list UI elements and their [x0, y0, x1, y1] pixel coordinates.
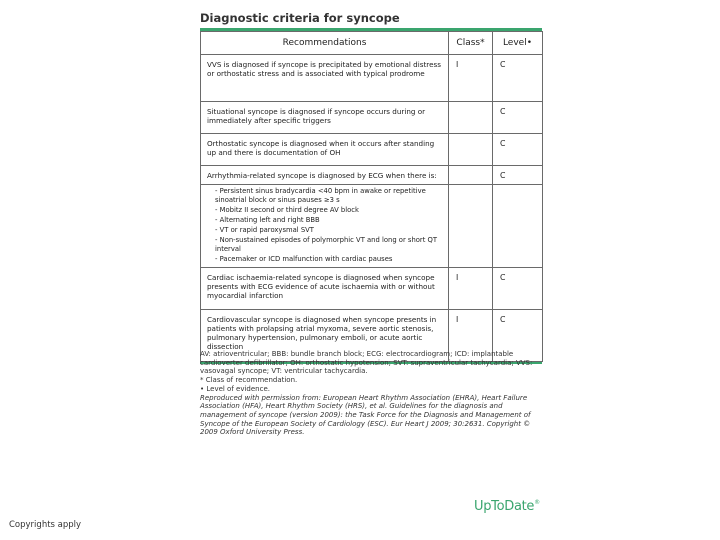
abbreviations-note: AV: atrioventricular; BBB: bundle branch block; ECG: electrocardiogram; ICD: implantable cardioverter defibrillator; OH: orthostatic hypotension; SVT: supraventricular tachycardia; VVS: vasovagal syncope; VT: ventricular tachycardia.: [200, 350, 533, 376]
brand-name: UpToDate: [474, 499, 535, 514]
recommendation-cell: Cardiac ischaemia-related syncope is diagnosed when syncope presents with ECG evidence of acute ischaemia with or without myocardial infarction: [201, 268, 449, 310]
sub-item: - Non-sustained episodes of polymorphic VT and long or short QT interval: [215, 236, 438, 253]
recommendation-cell: Cardiovascular syncope is diagnosed when syncope presents in patients with prolapsing atrial myxoma, severe aortic stenosis, pulmonary hypertension, pulmonary emboli, or acute aortic dissection: [201, 310, 449, 362]
sub-items-cell: [201, 185, 449, 268]
level-footnote: • Level of evidence.: [200, 384, 270, 393]
class-cell: I: [449, 55, 493, 102]
level-cell: C: [493, 268, 543, 310]
table-row: [201, 102, 543, 134]
sub-item: - Alternating left and right BBB: [215, 215, 320, 224]
class-cell: I: [449, 310, 493, 362]
table-row: [201, 166, 543, 185]
recommendation-cell: VVS is diagnosed if syncope is precipitated by emotional distress or orthostatic stress and is associated with typical prodrome: [201, 55, 449, 102]
level-cell: C: [493, 102, 543, 134]
footnotes: [200, 350, 545, 437]
recommendation-cell: Situational syncope is diagnosed if syncope occurs during or immediately after specific triggers: [201, 102, 449, 134]
level-cell: C: [493, 310, 543, 362]
class-cell: [449, 166, 493, 185]
sub-item: - Mobitz II second or third degree AV block: [215, 205, 359, 214]
level-cell: C: [493, 134, 543, 166]
header-class: Class*: [449, 32, 493, 55]
class-cell: I: [449, 268, 493, 310]
table-row: [201, 55, 543, 102]
sub-item: - Persistent sinus bradycardia <40 bpm in awake or repetitive sinoatrial block or sinus pauses ≥3 s: [215, 187, 426, 204]
header-level: Level•: [493, 32, 543, 55]
sub-item: - VT or rapid paroxysmal SVT: [215, 226, 314, 235]
header-recommendations: Recommendations: [201, 32, 449, 55]
recommendation-cell: Orthostatic syncope is diagnosed when it occurs after standing up and there is documentation of OH: [201, 134, 449, 166]
uptodate-logo: [474, 499, 540, 514]
class-cell: [449, 185, 493, 268]
level-cell: C: [493, 55, 543, 102]
class-footnote: * Class of recommendation.: [200, 376, 298, 385]
sub-item: - Pacemaker or ICD malfunction with cardiac pauses: [215, 255, 393, 264]
recommendation-cell: Arrhythmia-related syncope is diagnosed by ECG when there is:: [201, 166, 449, 185]
level-cell: C: [493, 166, 543, 185]
document-title: Diagnostic criteria for syncope: [200, 11, 400, 25]
level-cell: [493, 185, 543, 268]
table-row-sub-items: [201, 185, 543, 268]
criteria-table: [200, 28, 542, 364]
table-row: [201, 268, 543, 310]
registered-mark: ®: [534, 499, 540, 506]
reproduced-note: Reproduced with permission from: European Heart Rhythm Association (EHRA), Heart Failure Association (HFA), Heart Rhythm Society (HRS), et al. Guidelines for the diagnosis and management of syncope (version 2009): the Task Force for the Diagnosis and Management of Syncope of the European Society of Cardiology (ESC). Eur Heart J 2009; 30:2631. Copyright © 2009 Oxford University Press.: [200, 393, 531, 437]
class-cell: [449, 102, 493, 134]
copyright-notice: Copyrights apply: [9, 520, 82, 530]
class-cell: [449, 134, 493, 166]
table-row: [201, 134, 543, 166]
